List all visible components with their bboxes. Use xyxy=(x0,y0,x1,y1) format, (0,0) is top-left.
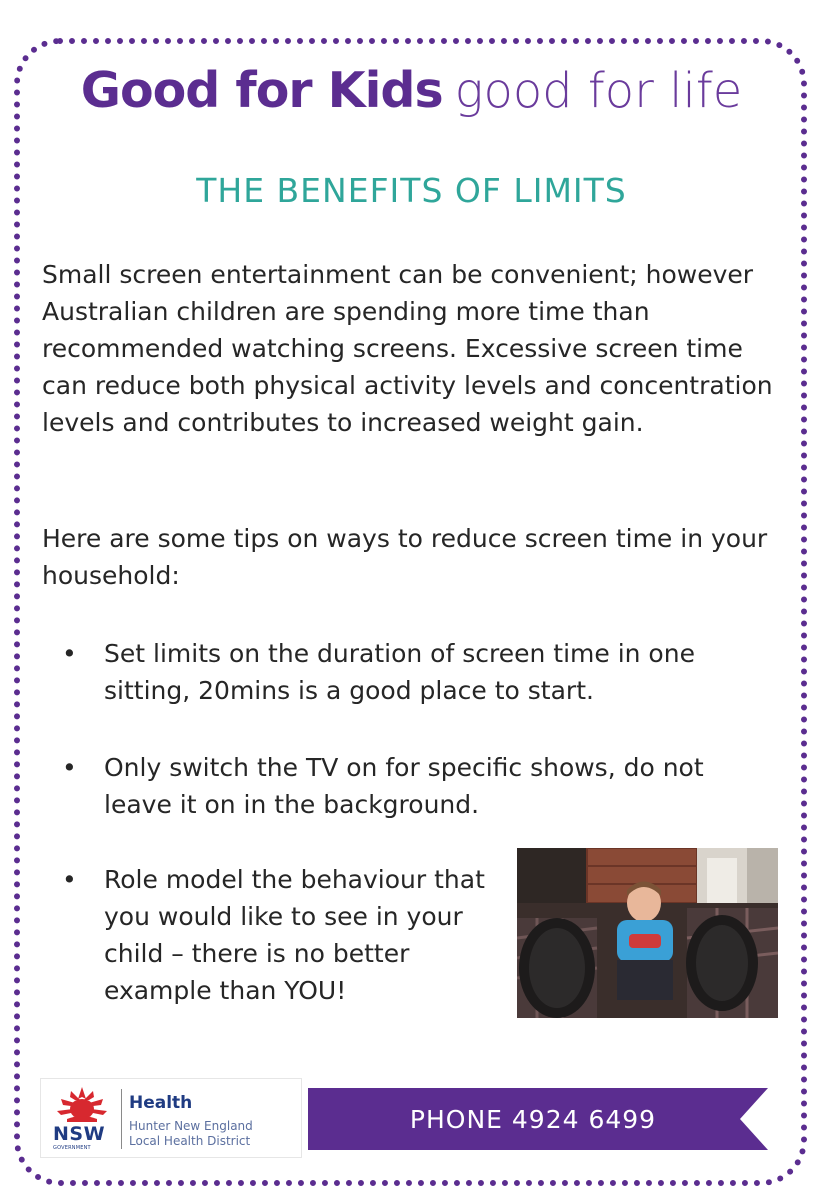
tip-text: Role model the behaviour that you would like to see in your child – there is no better example than YOU! xyxy=(104,865,485,1005)
page-heading: THE BENEFITS OF LIMITS xyxy=(196,171,627,210)
bullet-icon: • xyxy=(62,639,77,668)
brand-title-light: good for life xyxy=(454,63,743,119)
nsw-health-logo xyxy=(40,1078,302,1158)
bullet-icon: • xyxy=(62,753,77,782)
tips-intro-paragraph: Here are some tips on ways to reduce screen time in your household: xyxy=(42,524,768,590)
brand-title xyxy=(0,62,823,119)
logo-divider xyxy=(121,1089,122,1149)
photo-illustration xyxy=(517,848,778,1018)
nsw-government-label: GOVERNMENT xyxy=(53,1145,91,1151)
health-label: Health xyxy=(129,1093,193,1113)
intro-paragraph: Small screen entertainment can be convenient; however Australian children are spending more time than recommended watching screens. Excessive screen time can reduce both physical activity levels and concentration levels and contributes to increased weight gain. xyxy=(42,260,773,437)
tip-text: Only switch the TV on for specific shows, do not leave it on in the background. xyxy=(104,753,704,819)
bullet-icon: • xyxy=(62,865,77,894)
district-line-1: Hunter New England xyxy=(129,1119,253,1133)
district-line-2: Local Health District xyxy=(129,1134,251,1148)
child-on-couch-photo xyxy=(517,848,778,1018)
tip-text: Set limits on the duration of screen time in one sitting, 20mins is a good place to start. xyxy=(104,639,695,705)
nsw-wordmark: NSW xyxy=(53,1123,106,1145)
waratah-icon xyxy=(53,1085,111,1123)
brand-title-bold: Good for Kids xyxy=(80,62,443,119)
phone-number: PHONE 4924 6499 xyxy=(409,1104,657,1134)
